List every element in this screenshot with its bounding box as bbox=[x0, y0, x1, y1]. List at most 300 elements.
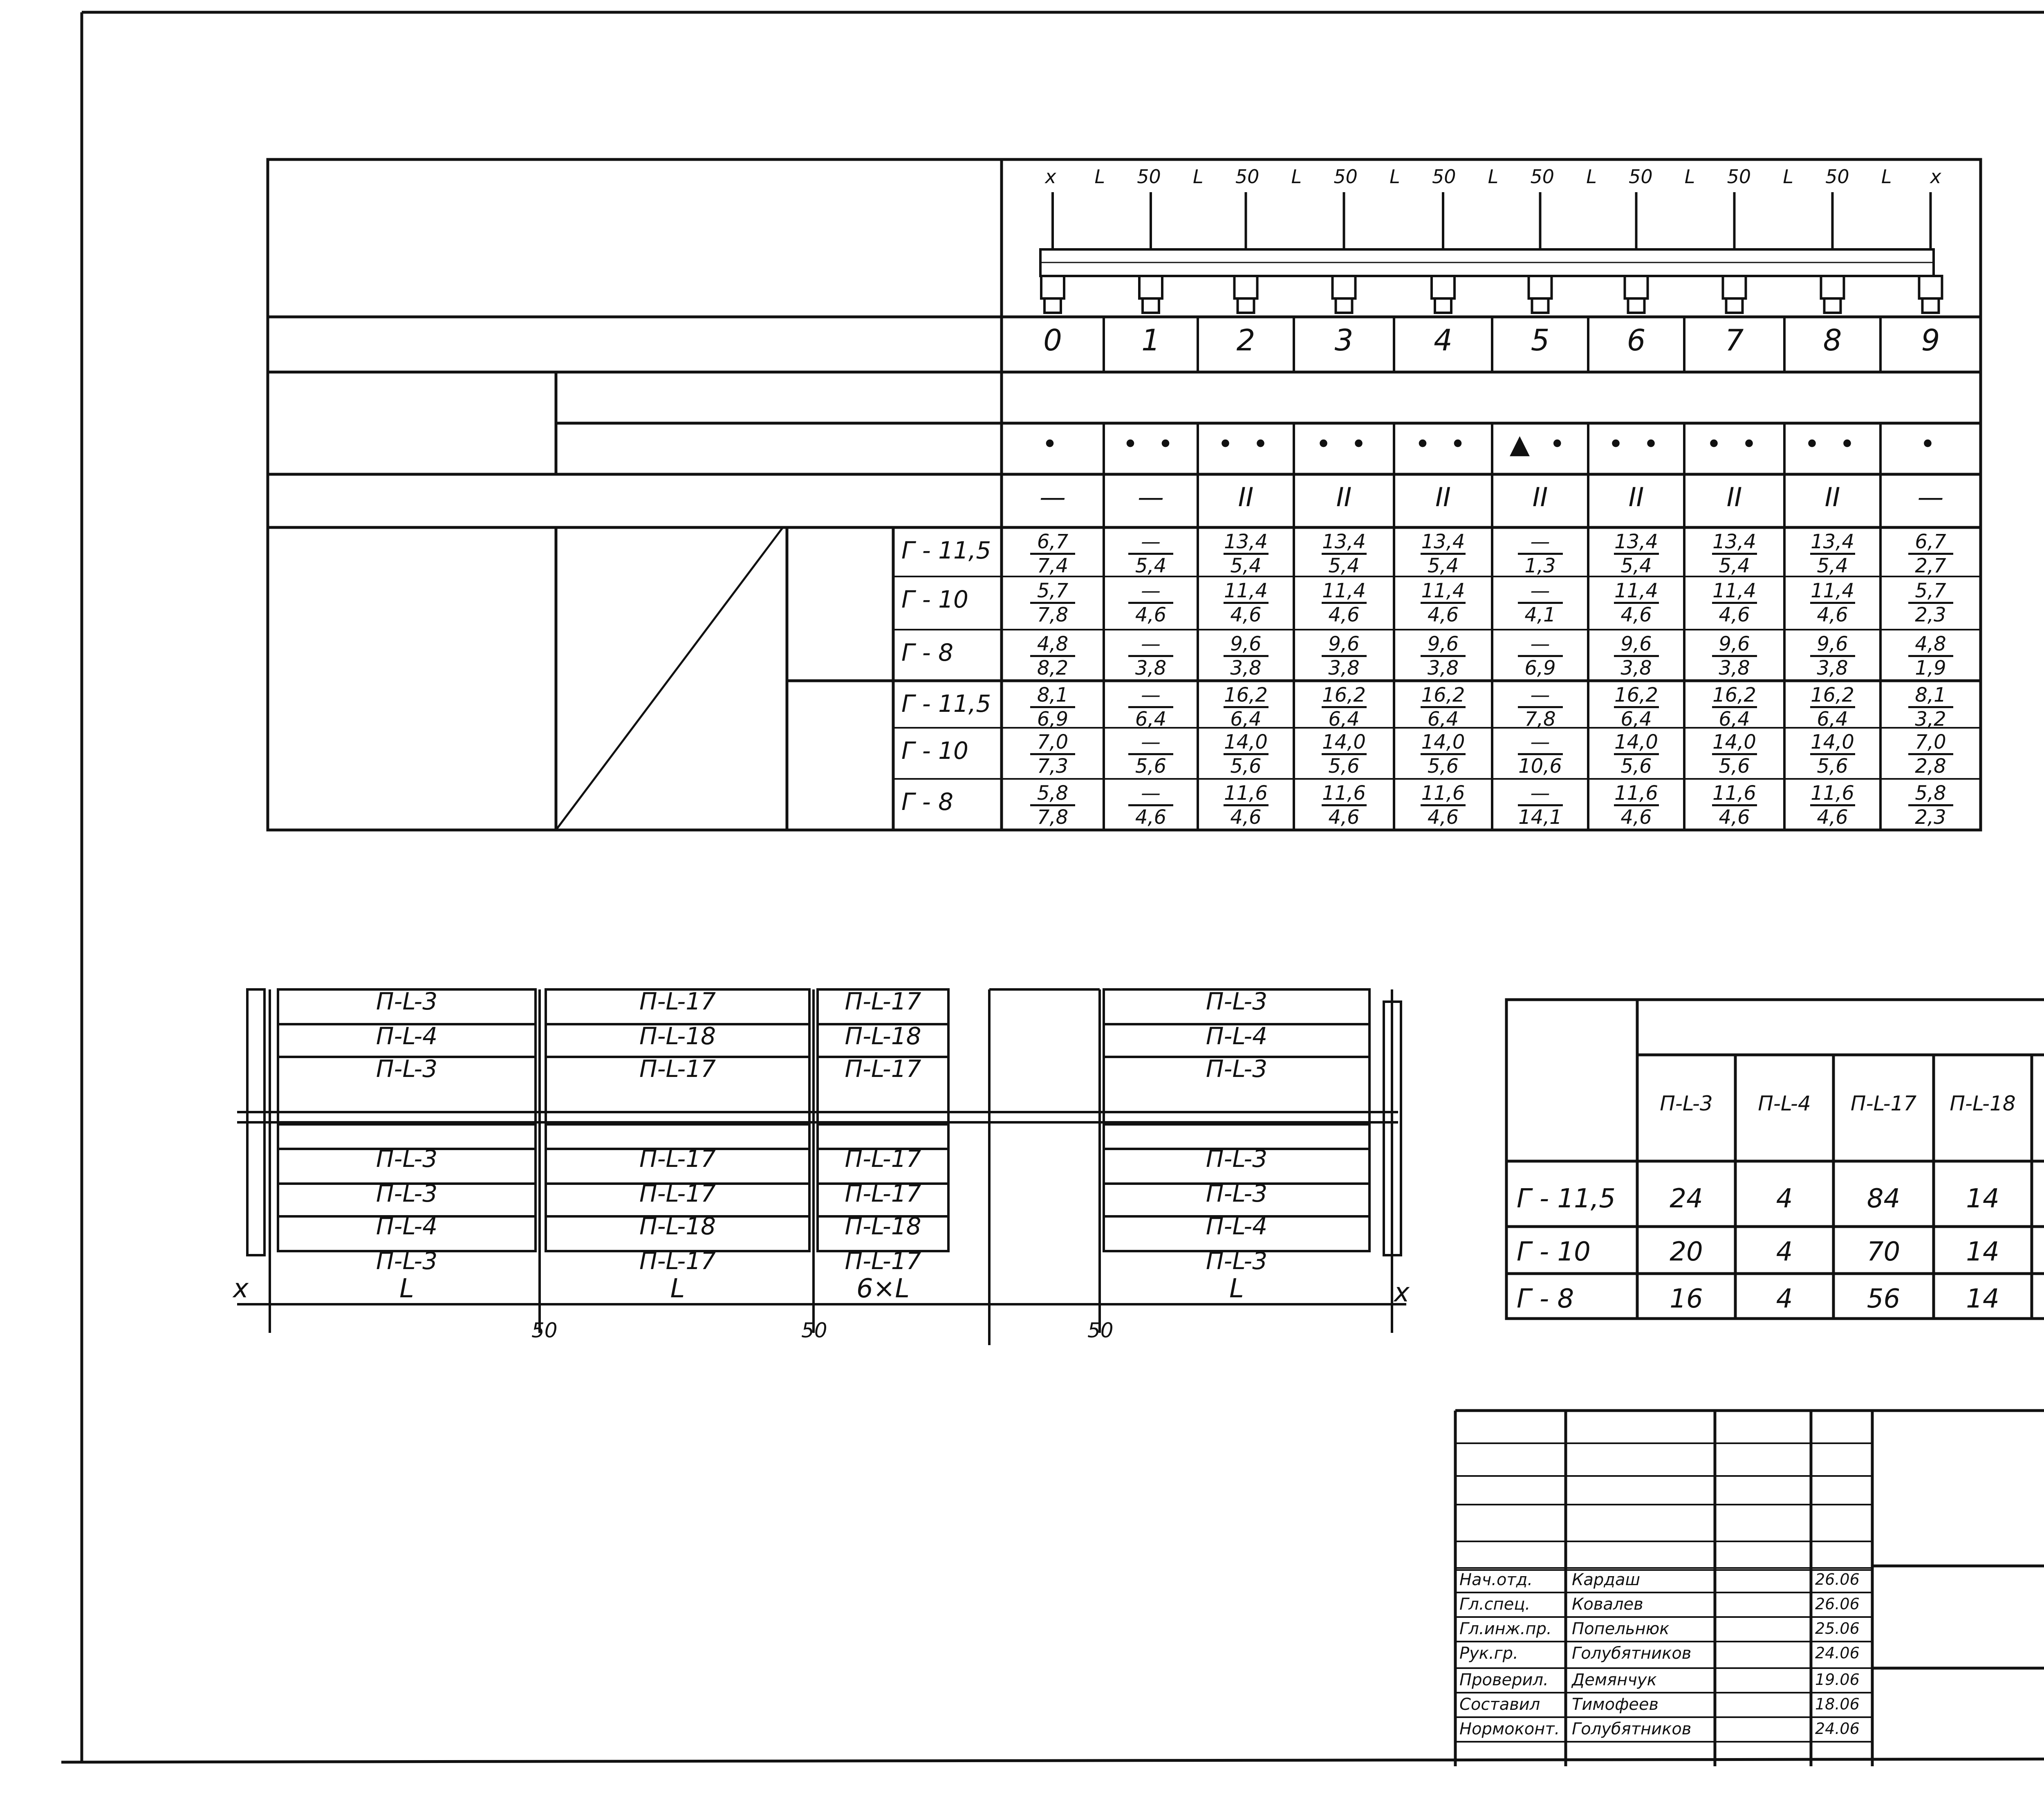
explication-value: 4 bbox=[1776, 1184, 1793, 1214]
stamp-role: Нач.отд. bbox=[1459, 1570, 1533, 1589]
force-fraction bbox=[1012, 684, 1094, 730]
braking-value: 5,4 bbox=[1230, 554, 1262, 577]
explication-value: 70 bbox=[1867, 1237, 1901, 1267]
pier-cap bbox=[1529, 276, 1552, 298]
placement-marker: • • bbox=[1316, 429, 1372, 460]
braking-value: 4,6 bbox=[1620, 806, 1652, 829]
braking-value: 4,6 bbox=[1620, 603, 1652, 626]
braking-value: 2,3 bbox=[1915, 806, 1946, 829]
scheme-mark: L bbox=[1291, 166, 1302, 188]
friction-value: 9,6 bbox=[1322, 633, 1367, 657]
pier-cap bbox=[1041, 276, 1064, 298]
scheme-mark: 50 bbox=[1629, 166, 1653, 188]
stamp-name: Демянчук bbox=[1572, 1671, 1657, 1689]
friction-value: 4,8 bbox=[1908, 633, 1953, 657]
support-number: 5 bbox=[1531, 323, 1550, 357]
friction-value: 11,6 bbox=[1322, 782, 1367, 806]
friction-value: 14,0 bbox=[1224, 731, 1269, 755]
plate-label: П-L-17 bbox=[845, 1145, 921, 1173]
explication-header: П-L-18 bbox=[1950, 1092, 2016, 1115]
friction-value: — bbox=[1518, 782, 1563, 806]
scheme-mark: 50 bbox=[1137, 166, 1161, 188]
hinge-type: — bbox=[1040, 482, 1066, 513]
friction-value: 14,0 bbox=[1810, 731, 1855, 755]
force-fraction bbox=[1012, 731, 1094, 777]
friction-value: 11,4 bbox=[1421, 580, 1466, 604]
placement-marker: • • bbox=[1415, 429, 1471, 460]
friction-value: 9,6 bbox=[1421, 633, 1466, 657]
support-number: 6 bbox=[1627, 323, 1646, 357]
friction-value: 4,8 bbox=[1030, 633, 1075, 657]
force-fraction bbox=[1792, 531, 1874, 577]
pier-cap bbox=[1432, 276, 1455, 298]
explication-value bbox=[2032, 1184, 2044, 1214]
stamp-role: Гл.инж.пр. bbox=[1459, 1619, 1552, 1638]
friction-value: 9,6 bbox=[1810, 633, 1855, 657]
hinge-type: II bbox=[1238, 482, 1254, 513]
stamp-role: Нормоконт. bbox=[1459, 1720, 1560, 1738]
stamp-date: 18.06 bbox=[1815, 1695, 1860, 1713]
force-fraction bbox=[1110, 633, 1192, 679]
braking-value: 7,8 bbox=[1037, 603, 1069, 626]
hinge-type: — bbox=[1917, 482, 1944, 513]
braking-value: 4,6 bbox=[1135, 603, 1167, 626]
gabarit-label: Г - 8 bbox=[901, 788, 954, 816]
braking-value: 6,4 bbox=[1230, 708, 1262, 731]
braking-value: 3,8 bbox=[1230, 657, 1262, 680]
friction-value: 7,0 bbox=[1030, 731, 1075, 755]
plate-label: П-L-3 bbox=[1206, 987, 1268, 1015]
scheme-mark: 50 bbox=[1235, 166, 1260, 188]
force-fraction bbox=[1499, 531, 1581, 577]
stamp-name: Ковалев bbox=[1572, 1595, 1643, 1614]
placement-marker: • • bbox=[1123, 429, 1179, 460]
force-fraction bbox=[1205, 633, 1287, 679]
force-fraction bbox=[1303, 684, 1385, 730]
braking-value: 3,2 bbox=[1915, 708, 1946, 731]
force-fraction bbox=[1792, 782, 1874, 828]
force-fraction bbox=[1012, 633, 1094, 679]
force-fraction bbox=[1792, 684, 1874, 730]
friction-value: 13,4 bbox=[1810, 531, 1855, 555]
braking-value: 6,9 bbox=[1524, 657, 1556, 680]
force-fraction bbox=[1499, 782, 1581, 828]
force-fraction bbox=[1694, 531, 1775, 577]
force-fraction bbox=[1694, 684, 1775, 730]
plate-label: П-L-17 bbox=[639, 987, 716, 1015]
force-fraction bbox=[1596, 580, 1677, 626]
gabarit-label: Г - 11,5 bbox=[901, 536, 991, 564]
stamp-role: Рук.гр. bbox=[1459, 1644, 1518, 1663]
force-fraction bbox=[1402, 731, 1484, 777]
braking-value: 5,6 bbox=[1817, 755, 1848, 778]
braking-value: 5,6 bbox=[1719, 755, 1750, 778]
hinge-type: II bbox=[1824, 482, 1840, 513]
plate-label: П-L-4 bbox=[376, 1022, 438, 1050]
pier-cap bbox=[1333, 276, 1356, 298]
scheme-mark: 50 bbox=[1530, 166, 1555, 188]
explication-value: 84 bbox=[1867, 1184, 1901, 1214]
stamp-name: Голубятников bbox=[1572, 1644, 1692, 1663]
braking-value: 5,6 bbox=[1135, 755, 1167, 778]
friction-value: 8,1 bbox=[1030, 684, 1075, 708]
span-dimension: L bbox=[1229, 1274, 1244, 1304]
braking-value: 7,8 bbox=[1037, 806, 1069, 829]
scheme-mark: 50 bbox=[1825, 166, 1849, 188]
braking-value: 3,8 bbox=[1620, 657, 1652, 680]
braking-value: 6,4 bbox=[1620, 708, 1652, 731]
force-fraction bbox=[1303, 633, 1385, 679]
braking-value: 6,9 bbox=[1037, 708, 1069, 731]
plate-label: П-L-4 bbox=[1206, 1212, 1268, 1240]
stamp-date: 24.06 bbox=[1815, 1720, 1860, 1738]
friction-value: 14,0 bbox=[1421, 731, 1466, 755]
gabarit-label: Г - 10 bbox=[901, 585, 968, 613]
braking-value: 2,8 bbox=[1915, 755, 1946, 778]
braking-value: 3,8 bbox=[1719, 657, 1750, 680]
friction-value: 11,4 bbox=[1322, 580, 1367, 604]
plate-label: П-L-17 bbox=[639, 1180, 716, 1207]
friction-value: — bbox=[1128, 633, 1173, 657]
plate-label: П-L-18 bbox=[845, 1022, 921, 1050]
scheme-mark: L bbox=[1488, 166, 1499, 188]
force-fraction bbox=[1402, 531, 1484, 577]
plate-label: П-L-18 bbox=[639, 1212, 716, 1240]
scheme-mark: 50 bbox=[1727, 166, 1751, 188]
stamp-date: 24.06 bbox=[1815, 1644, 1860, 1662]
stamp-name: Попельнюк bbox=[1572, 1619, 1670, 1638]
scheme-mark: 50 bbox=[1432, 166, 1456, 188]
force-fraction bbox=[1694, 782, 1775, 828]
scheme-mark: L bbox=[1684, 166, 1695, 188]
plate-label: П-L-3 bbox=[376, 1055, 438, 1083]
force-fraction bbox=[1499, 633, 1581, 679]
friction-value: 16,2 bbox=[1224, 684, 1269, 708]
explication-value: 4 bbox=[1776, 1237, 1793, 1267]
gap-dimension: 50 bbox=[1087, 1319, 1114, 1342]
braking-value: 2,3 bbox=[1915, 603, 1946, 626]
braking-value: 5,4 bbox=[1328, 554, 1360, 577]
friction-value: 6,7 bbox=[1908, 531, 1953, 555]
force-fraction bbox=[1205, 531, 1287, 577]
force-fraction bbox=[1110, 684, 1192, 730]
pier-foot bbox=[1824, 298, 1841, 313]
hinge-type: — bbox=[1138, 482, 1164, 513]
stamp-date: 19.06 bbox=[1815, 1671, 1860, 1689]
braking-value: 5,4 bbox=[1135, 554, 1167, 577]
braking-value: 5,6 bbox=[1427, 755, 1459, 778]
braking-value: 4,6 bbox=[1328, 806, 1360, 829]
braking-value: 6,4 bbox=[1135, 708, 1167, 731]
pier-cap bbox=[1821, 276, 1844, 298]
friction-value: 16,2 bbox=[1810, 684, 1855, 708]
explication-header bbox=[2032, 1092, 2044, 1115]
force-fraction bbox=[1303, 731, 1385, 777]
force-fraction bbox=[1110, 531, 1192, 577]
friction-value: 13,4 bbox=[1614, 531, 1659, 555]
scheme-mark: L bbox=[1586, 166, 1597, 188]
friction-value: 11,6 bbox=[1224, 782, 1269, 806]
force-fraction bbox=[1012, 782, 1094, 828]
explication-value: 14 bbox=[1966, 1237, 1999, 1267]
braking-value: 4,6 bbox=[1817, 603, 1848, 626]
stamp-role: Проверил. bbox=[1459, 1671, 1549, 1689]
braking-value: 5,4 bbox=[1719, 554, 1750, 577]
explication-value: 4 bbox=[1776, 1284, 1793, 1314]
span-dimension: L bbox=[399, 1274, 414, 1304]
force-fraction bbox=[1303, 580, 1385, 626]
span-dimension: L bbox=[670, 1274, 685, 1304]
force-fraction bbox=[1792, 731, 1874, 777]
hinge-type: II bbox=[1336, 482, 1352, 513]
pier-foot bbox=[1044, 298, 1061, 313]
force-fraction bbox=[1110, 731, 1192, 777]
braking-value: 4,6 bbox=[1427, 806, 1459, 829]
plate-label: П-L-17 bbox=[639, 1247, 716, 1275]
scheme-mark: x bbox=[1930, 166, 1941, 188]
friction-value: — bbox=[1518, 580, 1563, 604]
hinge-type: II bbox=[1532, 482, 1548, 513]
braking-value: 4,6 bbox=[1427, 603, 1459, 626]
plate-label: П-L-17 bbox=[845, 1055, 921, 1083]
pier-foot bbox=[1726, 298, 1743, 313]
friction-value: 9,6 bbox=[1614, 633, 1659, 657]
plate-label: П-L-17 bbox=[845, 1247, 921, 1275]
braking-value: 5,6 bbox=[1230, 755, 1262, 778]
force-fraction bbox=[1012, 580, 1094, 626]
friction-value: — bbox=[1128, 580, 1173, 604]
explication-gabarit: Г - 11,5 bbox=[1517, 1184, 1616, 1214]
force-fraction bbox=[1890, 580, 1972, 626]
force-fraction bbox=[1205, 684, 1287, 730]
placement-marker: • bbox=[1920, 429, 1941, 460]
explication-header: П-L-4 bbox=[1758, 1092, 1811, 1115]
force-fraction bbox=[1205, 731, 1287, 777]
friction-value: 5,8 bbox=[1030, 782, 1075, 806]
braking-value: 3,8 bbox=[1817, 657, 1848, 680]
force-fraction bbox=[1596, 782, 1677, 828]
plate-label: П-L-3 bbox=[1206, 1247, 1268, 1275]
support-number: 7 bbox=[1725, 323, 1744, 357]
pier-foot bbox=[1532, 298, 1549, 313]
scheme-mark: 50 bbox=[1334, 166, 1358, 188]
force-fraction bbox=[1596, 684, 1677, 730]
friction-value: 13,4 bbox=[1322, 531, 1367, 555]
pier-cap bbox=[1235, 276, 1257, 298]
support-number: 3 bbox=[1334, 323, 1354, 357]
scheme-mark: L bbox=[1881, 166, 1892, 188]
gap-dimension: 50 bbox=[531, 1319, 558, 1342]
force-fraction bbox=[1499, 684, 1581, 730]
explication-value: 56 bbox=[1867, 1284, 1901, 1314]
friction-value: — bbox=[1128, 782, 1173, 806]
pier-cap bbox=[1139, 276, 1162, 298]
plate-label: П-L-3 bbox=[1206, 1180, 1268, 1207]
friction-value: 11,4 bbox=[1712, 580, 1757, 604]
force-fraction bbox=[1205, 580, 1287, 626]
placement-marker: ▲ • bbox=[1509, 429, 1571, 460]
friction-value: 11,6 bbox=[1810, 782, 1855, 806]
braking-value: 1,9 bbox=[1915, 657, 1946, 680]
friction-value: 11,4 bbox=[1614, 580, 1659, 604]
force-fraction bbox=[1596, 531, 1677, 577]
stamp-role: Составил bbox=[1459, 1695, 1540, 1714]
braking-value: 6,4 bbox=[1328, 708, 1360, 731]
force-fraction bbox=[1694, 580, 1775, 626]
friction-value: 14,0 bbox=[1712, 731, 1757, 755]
scheme-mark: L bbox=[1193, 166, 1204, 188]
stamp-date: 26.06 bbox=[1815, 1570, 1860, 1588]
support-number: 4 bbox=[1434, 323, 1452, 357]
plate-label: П-L-4 bbox=[376, 1212, 438, 1240]
friction-value: 11,6 bbox=[1614, 782, 1659, 806]
friction-value: — bbox=[1128, 684, 1173, 708]
braking-value: 5,6 bbox=[1620, 755, 1652, 778]
friction-value: 16,2 bbox=[1421, 684, 1466, 708]
friction-value: 13,4 bbox=[1421, 531, 1466, 555]
braking-value: 14,1 bbox=[1518, 806, 1562, 829]
friction-value: 11,4 bbox=[1810, 580, 1855, 604]
pier-foot bbox=[1336, 298, 1352, 313]
force-fraction bbox=[1596, 731, 1677, 777]
friction-value: 6,7 bbox=[1030, 531, 1075, 555]
force-fraction bbox=[1205, 782, 1287, 828]
plate-label: П-L-17 bbox=[845, 1180, 921, 1207]
braking-value: 3,8 bbox=[1135, 657, 1167, 680]
braking-value: 10,6 bbox=[1518, 755, 1562, 778]
explication-value bbox=[2032, 1237, 2044, 1267]
force-fraction bbox=[1402, 633, 1484, 679]
friction-value: 7,0 bbox=[1908, 731, 1953, 755]
force-fraction bbox=[1694, 731, 1775, 777]
friction-value: 5,7 bbox=[1030, 580, 1075, 604]
friction-value: — bbox=[1518, 531, 1563, 555]
friction-value: 9,6 bbox=[1224, 633, 1269, 657]
friction-value: 11,6 bbox=[1712, 782, 1757, 806]
force-fraction bbox=[1596, 633, 1677, 679]
plate-label: П-L-17 bbox=[639, 1055, 716, 1083]
braking-value: 5,4 bbox=[1620, 554, 1652, 577]
explication-header: П-L-3 bbox=[1660, 1092, 1713, 1115]
support-number: 1 bbox=[1141, 323, 1160, 357]
support-number: 8 bbox=[1823, 323, 1842, 357]
explication-value: 16 bbox=[1670, 1284, 1703, 1314]
braking-value: 4,6 bbox=[1230, 603, 1262, 626]
explication-value: 24 bbox=[1670, 1184, 1703, 1214]
braking-value: 6,4 bbox=[1817, 708, 1848, 731]
pier-cap bbox=[1625, 276, 1648, 298]
force-fraction bbox=[1890, 684, 1972, 730]
placement-marker: • • bbox=[1706, 429, 1763, 460]
braking-value: 6,4 bbox=[1719, 708, 1750, 731]
braking-value: 4,6 bbox=[1719, 603, 1750, 626]
force-fraction bbox=[1303, 531, 1385, 577]
explication-value: 20 bbox=[1670, 1237, 1703, 1267]
force-fraction bbox=[1402, 580, 1484, 626]
plate-label: П-L-17 bbox=[845, 987, 921, 1015]
gabarit-label: Г - 8 bbox=[901, 639, 954, 666]
force-fraction bbox=[1694, 633, 1775, 679]
pier-foot bbox=[1143, 298, 1159, 313]
hinge-type: II bbox=[1435, 482, 1451, 513]
stamp-role: Гл.спец. bbox=[1459, 1595, 1531, 1614]
scheme-mark: L bbox=[1094, 166, 1105, 188]
explication-value bbox=[2032, 1284, 2044, 1314]
support-number: 2 bbox=[1236, 323, 1255, 357]
friction-value: 8,1 bbox=[1908, 684, 1953, 708]
plate-label: П-L-3 bbox=[1206, 1145, 1268, 1173]
braking-value: 2,7 bbox=[1915, 554, 1946, 577]
braking-value: 1,3 bbox=[1524, 554, 1556, 577]
friction-value: 13,4 bbox=[1224, 531, 1269, 555]
braking-value: 3,8 bbox=[1328, 657, 1360, 680]
support-number: 9 bbox=[1921, 323, 1940, 357]
explication-header: П-L-17 bbox=[1850, 1092, 1917, 1115]
force-fraction bbox=[1402, 684, 1484, 730]
force-fraction bbox=[1890, 782, 1972, 828]
friction-value: — bbox=[1128, 731, 1173, 755]
friction-value: 16,2 bbox=[1712, 684, 1757, 708]
placement-marker: • • bbox=[1217, 429, 1274, 460]
braking-value: 4,1 bbox=[1524, 603, 1556, 626]
force-fraction bbox=[1890, 633, 1972, 679]
scheme-mark: x bbox=[1045, 166, 1056, 188]
braking-value: 4,6 bbox=[1328, 603, 1360, 626]
pier-foot bbox=[1628, 298, 1645, 313]
pier-foot bbox=[1238, 298, 1254, 313]
braking-value: 5,4 bbox=[1817, 554, 1848, 577]
friction-value: — bbox=[1128, 531, 1173, 555]
hinge-type: II bbox=[1726, 482, 1742, 513]
friction-value: 16,2 bbox=[1322, 684, 1367, 708]
plate-label: П-L-3 bbox=[376, 1145, 438, 1173]
force-fraction bbox=[1402, 782, 1484, 828]
braking-value: 4,6 bbox=[1230, 806, 1262, 829]
plate-label: П-L-3 bbox=[1206, 1055, 1268, 1083]
plate-label: П-L-3 bbox=[376, 1180, 438, 1207]
force-fraction bbox=[1792, 580, 1874, 626]
friction-value: 5,7 bbox=[1908, 580, 1953, 604]
stamp-name: Кардаш bbox=[1572, 1570, 1641, 1589]
friction-value: 5,8 bbox=[1908, 782, 1953, 806]
braking-value: 7,8 bbox=[1524, 708, 1556, 731]
force-fraction bbox=[1499, 731, 1581, 777]
braking-value: 3,8 bbox=[1427, 657, 1459, 680]
end-mark-right: x bbox=[1394, 1278, 1410, 1308]
explication-value: 14 bbox=[1966, 1184, 1999, 1214]
gabarit-label: Г - 11,5 bbox=[901, 690, 991, 718]
braking-value: 4,6 bbox=[1817, 806, 1848, 829]
force-fraction bbox=[1110, 782, 1192, 828]
gabarit-label: Г - 10 bbox=[901, 737, 968, 765]
force-fraction bbox=[1012, 531, 1094, 577]
force-fraction bbox=[1303, 782, 1385, 828]
braking-value: 5,4 bbox=[1427, 554, 1459, 577]
friction-value: — bbox=[1518, 633, 1563, 657]
end-mark-left: x bbox=[233, 1274, 249, 1304]
braking-value: 7,3 bbox=[1037, 755, 1069, 778]
force-fraction bbox=[1890, 731, 1972, 777]
placement-marker: • • bbox=[1804, 429, 1861, 460]
plate-label: П-L-3 bbox=[376, 987, 438, 1015]
plate-label: П-L-4 bbox=[1206, 1022, 1268, 1050]
placement-marker: • bbox=[1042, 429, 1063, 460]
plate-label: П-L-3 bbox=[376, 1247, 438, 1275]
stamp-date: 25.06 bbox=[1815, 1619, 1860, 1637]
pier-cap bbox=[1919, 276, 1942, 298]
scheme-mark: L bbox=[1390, 166, 1400, 188]
braking-value: 8,2 bbox=[1037, 657, 1069, 680]
